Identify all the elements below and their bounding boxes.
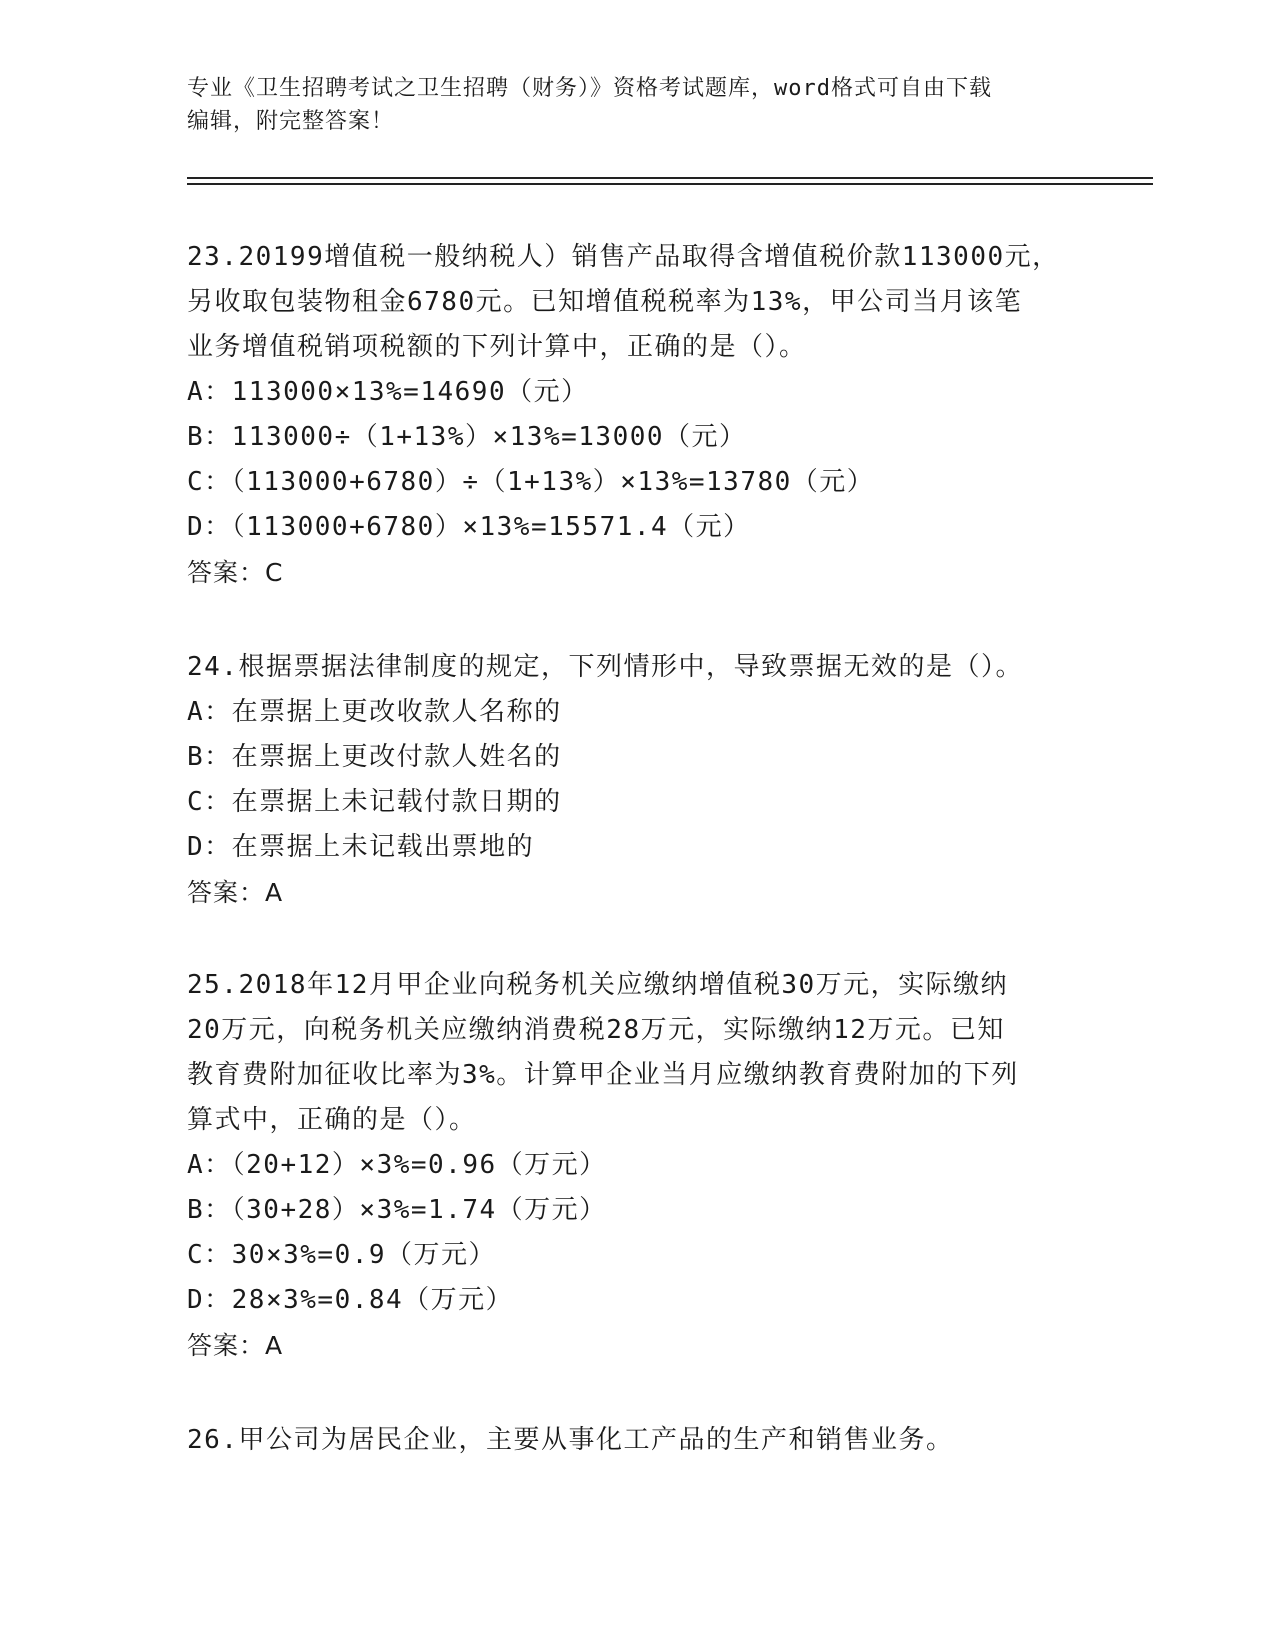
answer-line: 答案：A bbox=[187, 878, 284, 907]
question-stem-line: 业务增值税销项税额的下列计算中，正确的是（）。 bbox=[187, 332, 807, 362]
option-b: B：113000÷（1+13%）×13%=13000（元） bbox=[187, 422, 747, 452]
option-b: B：（30+28）×3%=1.74（万元） bbox=[187, 1195, 607, 1225]
option-a: A：113000×13%=14690（元） bbox=[187, 377, 589, 407]
option-d: D：28×3%=0.84（万元） bbox=[187, 1285, 514, 1315]
question-stem-line: 25.2018年12月甲企业向税务机关应缴纳增值税30万元，实际缴纳 bbox=[187, 970, 1009, 1000]
option-a: A：在票据上更改收款人名称的 bbox=[187, 697, 562, 727]
header-line-1: 专业《卫生招聘考试之卫生招聘（财务）》资格考试题库，word格式可自由下载 bbox=[187, 76, 992, 101]
question-stem-line: 20万元，向税务机关应缴纳消费税28万元，实际缴纳12万元。已知 bbox=[187, 1015, 1005, 1045]
header-line-2: 编辑，附完整答案！ bbox=[187, 109, 395, 134]
question-26 bbox=[187, 1418, 1087, 1463]
question-stem-line: 24.根据票据法律制度的规定，下列情形中，导致票据无效的是（）。 bbox=[187, 652, 1023, 682]
answer-line: 答案：A bbox=[187, 1331, 284, 1360]
question-23 bbox=[187, 235, 1087, 595]
option-d: D：在票据上未记载出票地的 bbox=[187, 832, 535, 862]
option-d: D：（113000+6780）×13%=15571.4（元） bbox=[187, 512, 751, 542]
option-c: C：（113000+6780）÷（1+13%）×13%=13780（元） bbox=[187, 467, 875, 497]
question-stem-line: 26.甲公司为居民企业，主要从事化工产品的生产和销售业务。 bbox=[187, 1425, 954, 1455]
header-rule-top bbox=[187, 177, 1153, 179]
question-24 bbox=[187, 645, 1087, 915]
header-rule-bottom bbox=[187, 183, 1153, 185]
answer-line: 答案：C bbox=[187, 558, 284, 587]
document-header bbox=[187, 72, 1067, 138]
option-c: C：在票据上未记载付款日期的 bbox=[187, 787, 562, 817]
question-stem-line: 另收取包装物租金6780元。已知增值税税率为13%，甲公司当月该笔 bbox=[187, 287, 1023, 317]
option-c: C：30×3%=0.9（万元） bbox=[187, 1240, 497, 1270]
option-a: A：（20+12）×3%=0.96（万元） bbox=[187, 1150, 607, 1180]
question-stem-line: 23.20199增值税一般纳税人）销售产品取得含增值税价款113000元， bbox=[187, 242, 1060, 272]
question-25 bbox=[187, 963, 1087, 1368]
question-stem-line: 算式中，正确的是（）。 bbox=[187, 1105, 477, 1135]
option-b: B：在票据上更改付款人姓名的 bbox=[187, 742, 562, 772]
question-stem-line: 教育费附加征收比率为3%。计算甲企业当月应缴纳教育费附加的下列 bbox=[187, 1060, 1019, 1090]
